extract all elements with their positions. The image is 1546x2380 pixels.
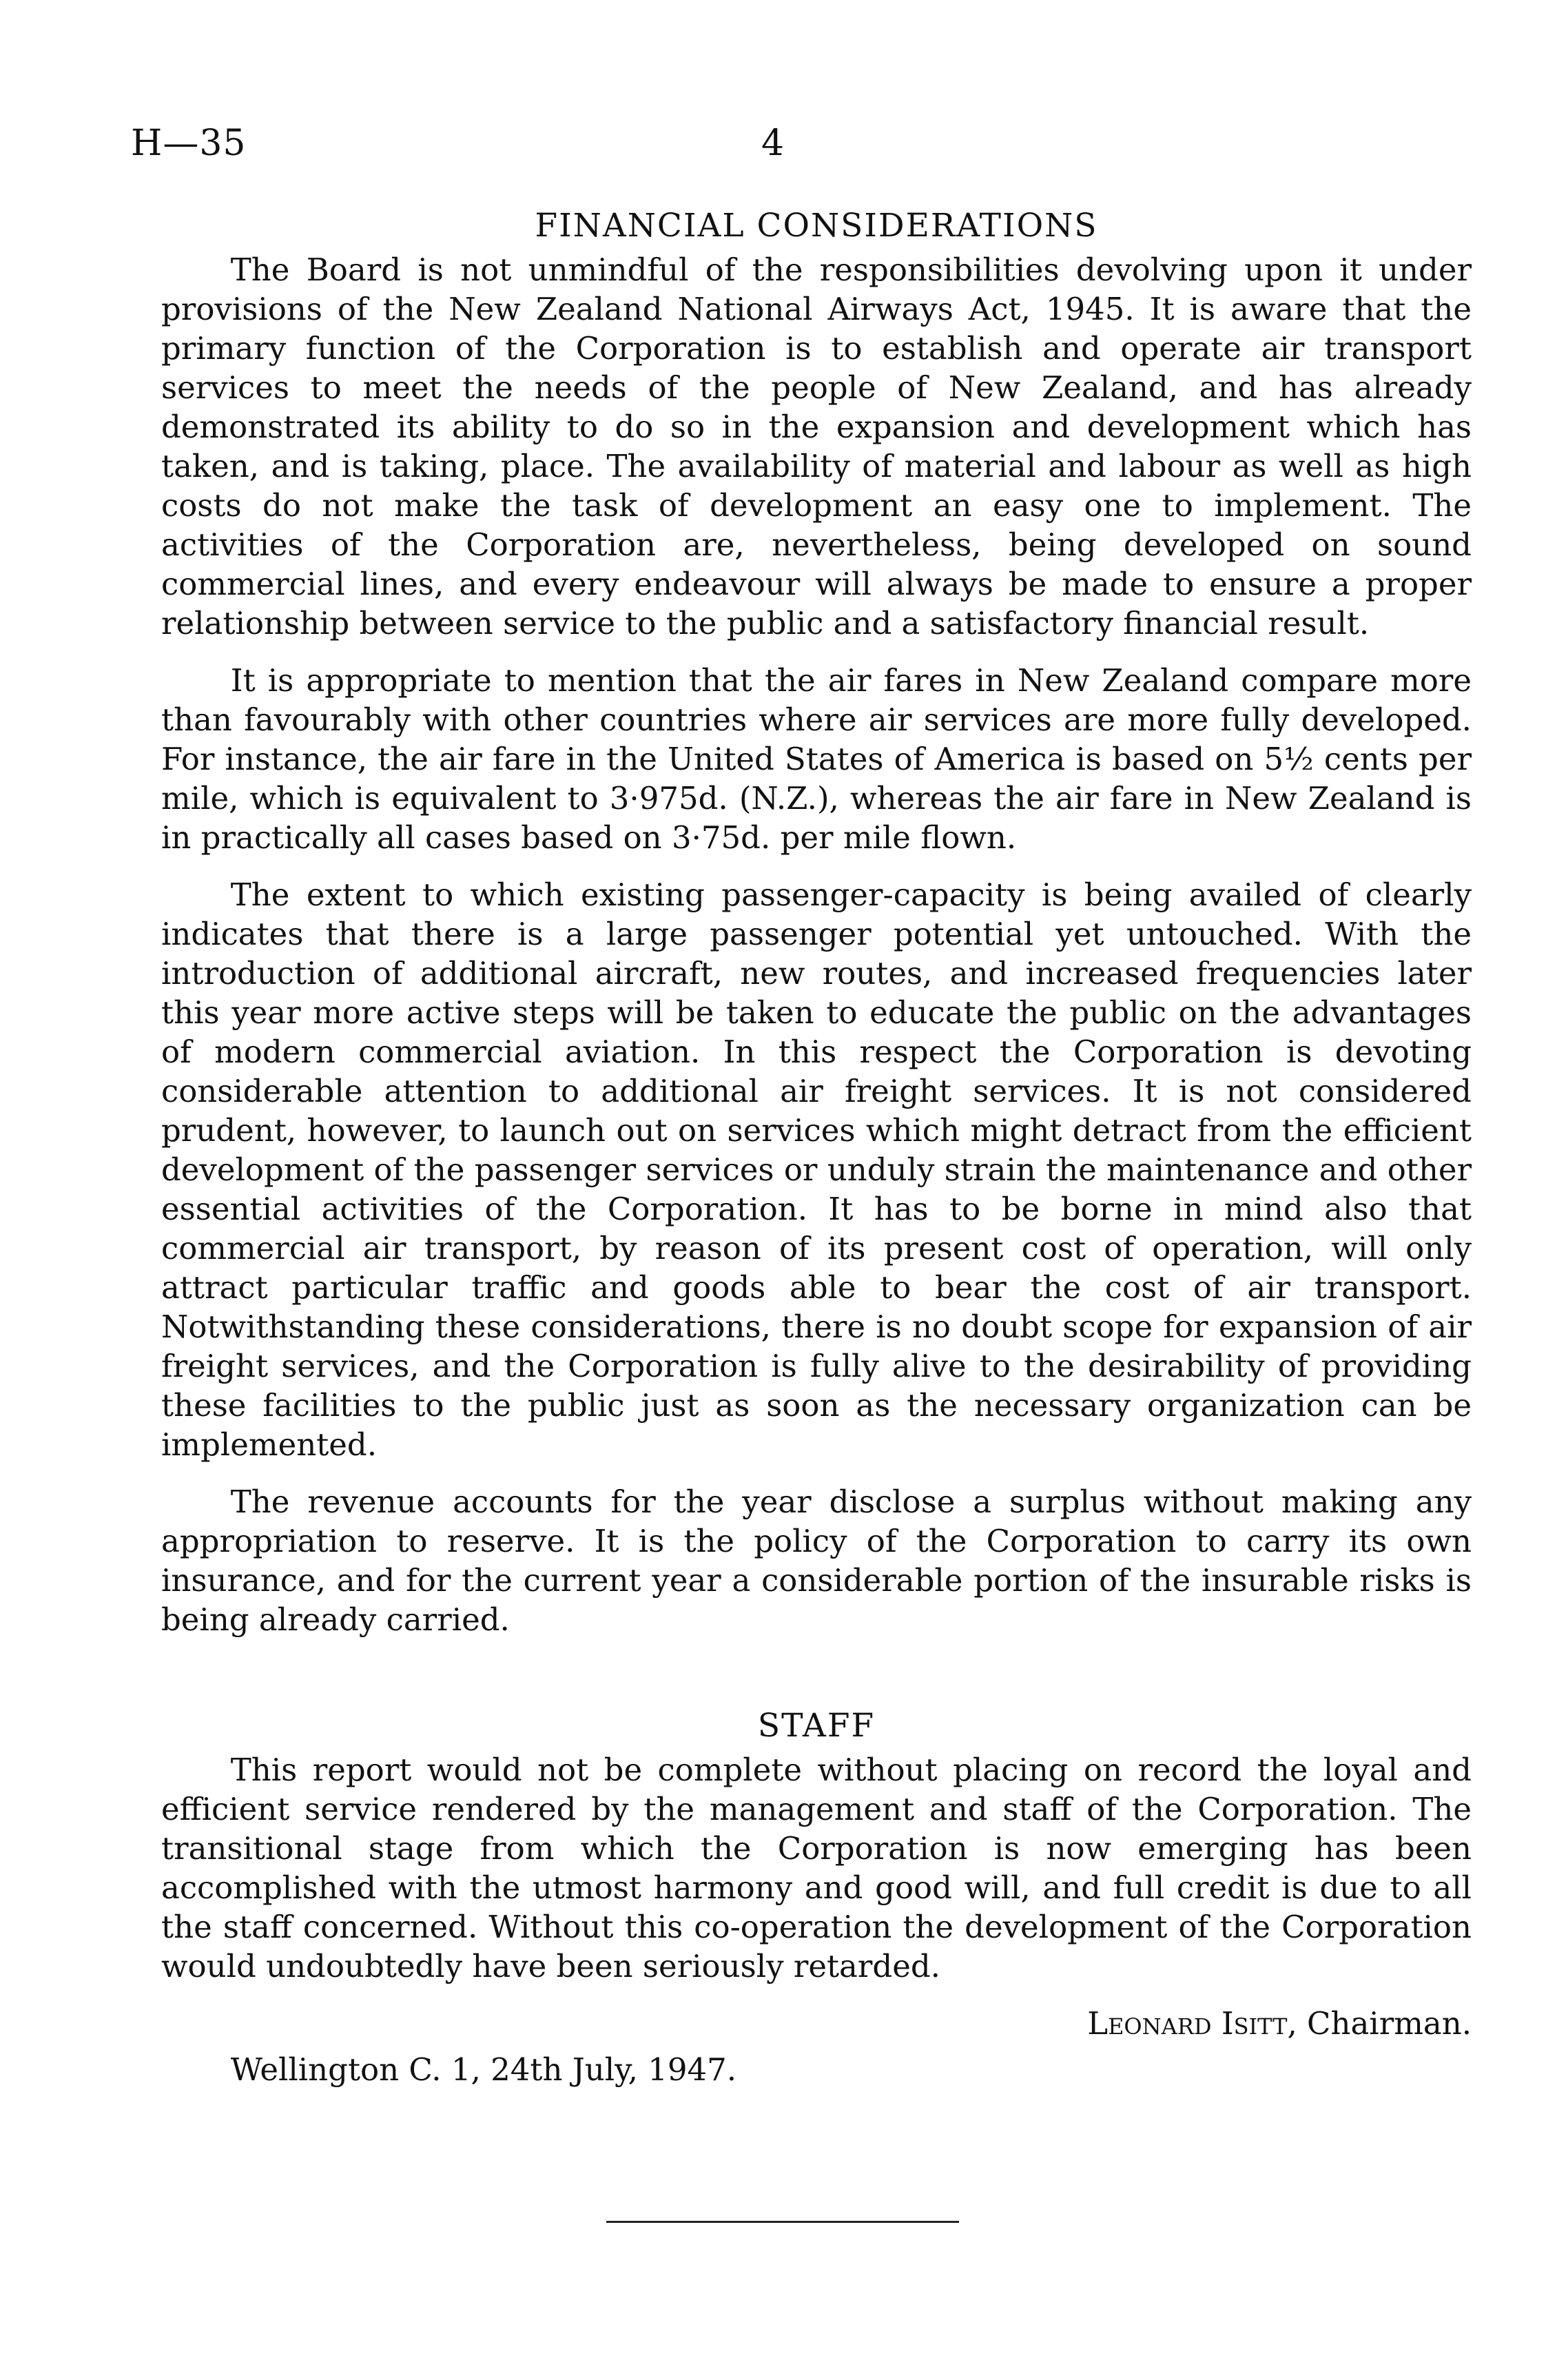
page-content	[161, 207, 1472, 2089]
financial-paragraph-3: The extent to which existing passenger-capacity is being availed of clearly indicates that there is a large passenger potential yet untouched. With the introduction of additional aircraft, new routes, and increased frequencies later this year more active steps will be taken to educate the public on the advantages of modern commercial aviation. In this respect the Corporation is devoting considerable attention to additional air freight services. It is not considered prudent, however, to launch out on services which might detract from the efficient development of the passenger services or unduly strain the maintenance and other essential activities of the Corporation. It has to be borne in mind also that commercial air transport, by reason of its present cost of operation, will only attract particular traffic and goods able to bear the cost of air transport. Notwithstanding these considerations, there is no doubt scope for expansion of air freight services, and the Corporation is fully alive to the desirability of providing these facilities to the public just as soon as the necessary organization can be implemented.	[161, 876, 1472, 1463]
staff-paragraph: This report would not be complete without placing on record the loyal and efficient service rendered by the management and staff of the Corporation. The transitional stage from which the Corporation is now emerging has been accomplished with the utmost harmony and good will, and full credit is due to all the staff concerned. Without this co-operation the development of the Corporation would undoubtedly have been seriously retarded.	[161, 1752, 1472, 1984]
financial-paragraph-1: The Board is not unmindful of the responsibilities devolving upon it under provisions of the New Zealand National Airways Act, 1945. It is aware that the primary function of the Corporation is to establish and operate air transport services to meet the needs of the people of New Zealand, and has already demonstrated its ability to do so in the expansion and development which has taken, and is taking, place. The availability of material and labour as well as high costs do not make the task of development an easy one to implement. The activities of the Corporation are, nevertheless, being developed on sound commercial lines, and every endeavour will always be made to ensure a proper relationship between service to the public and a satisfactory financial result.	[161, 252, 1472, 642]
page-header	[131, 123, 1481, 178]
signatory-title: , Chairman.	[1287, 2005, 1472, 2042]
financial-paragraph-4: The revenue accounts for the year disclose a surplus without making any appropriation to reserve. It is the policy of the Corporation to carry its own insurance, and for the current year a considerable portion of the insurable risks is being already carried.	[161, 1484, 1472, 1638]
place-and-date: Wellington C. 1, 24th July, 1947.	[230, 2051, 737, 2088]
financial-paragraph-2: It is appropriate to mention that the air fares in New Zealand compare more than favourably with other countries where air services are more fully developed. For instance, the air fare in the United States of America is based on 5½ cents per mile, which is equivalent to 3·975d. (N.Z.), whereas the air fare in New Zealand is in practically all cases based on 3·75d. per mile flown.	[161, 662, 1472, 856]
staff-heading: STAFF	[757, 1707, 876, 1745]
page-number: 4	[761, 123, 785, 164]
document-reference: H—35	[131, 123, 247, 164]
financial-considerations-heading: FINANCIAL CONSIDERATIONS	[535, 207, 1098, 245]
signatory-name: Leonard Isitt	[1087, 2005, 1288, 2042]
closing-rule	[606, 2221, 959, 2223]
signature-line	[161, 2004, 1472, 2043]
